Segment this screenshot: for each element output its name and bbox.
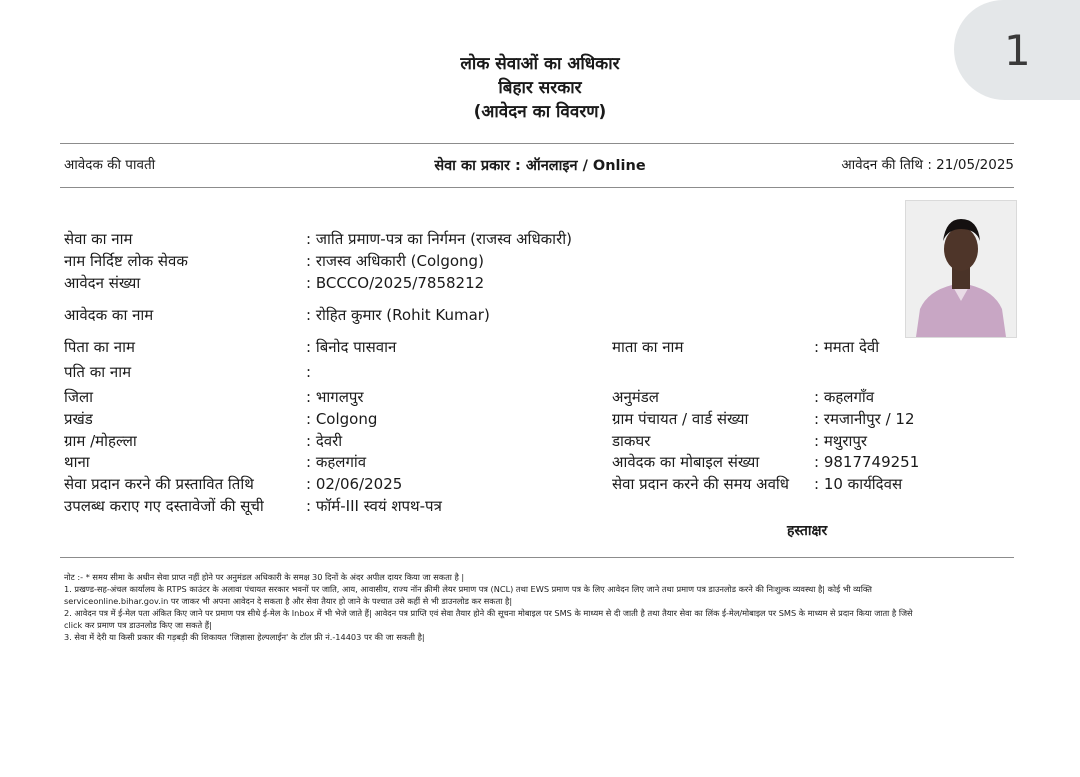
service-name-value: : जाति प्रमाण-पत्र का निर्गमन (राजस्व अधिकारी) — [306, 230, 572, 248]
service-type: सेवा का प्रकार : ऑनलाइन / Online — [434, 158, 646, 174]
note-line: 2. आवेदन पत्र में ई-मेल पता अंकित किए जाने पर प्रमाण पत्र सीधे ई-मेल के Inbox में भी भेजे जाते हैं| आवेदन पत्र प्राप्ति एवं सेवा तैयार होने की सूचना मोबाइल पर SMS के माध्यम से दी जाती है तथा तैयार सेवा का लिंक ई-मेल/मोबाइल पर SMS के माध्यम से प्रदान किया जाता है जिसे — [64, 608, 913, 618]
mother-name-value: : ममता देवी — [814, 338, 880, 356]
mobile-label: आवेदक का मोबाइल संख्या — [612, 453, 760, 471]
documents-value: : फॉर्म-III स्वयं शपथ-पत्र — [306, 497, 442, 515]
applicant-name-label: आवेदक का नाम — [64, 306, 154, 324]
panchayat-label: ग्राम पंचायत / वार्ड संख्या — [612, 410, 749, 428]
block-value: : Colgong — [306, 410, 378, 428]
applicant-photo — [905, 200, 1017, 338]
note-line: 3. सेवा में देरी या किसी प्रकार की गड़बड़ी की शिकायत 'जिज्ञासा हेल्पलाईन' के टॉल फ्री नं.-14403 पर की जा सकती है| — [64, 632, 425, 642]
subdivision-value: : कहलगाँव — [814, 388, 875, 406]
header-government: बिहार सरकार — [498, 78, 582, 98]
divider-notes — [60, 557, 1014, 558]
applicant-photo-image — [906, 201, 1016, 337]
district-value: : भागलपुर — [306, 388, 364, 406]
header-title: लोक सेवाओं का अधिकार — [460, 54, 620, 74]
proposed-date-label: सेवा प्रदान करने की प्रस्तावित तिथि — [64, 475, 254, 493]
mother-name-label: माता का नाम — [612, 338, 684, 356]
divider-top — [60, 143, 1014, 144]
subdivision-label: अनुमंडल — [612, 388, 659, 406]
father-name-value: : बिनोद पासवान — [306, 338, 397, 356]
note-line: serviceonline.bihar.gov.in पर जाकर भी अपना आवेदन दे सकता है और सेवा तैयार हो जाने के पश्चात उसे कहीं से भी डाउनलोड कर सकता है| — [64, 596, 513, 606]
page-number: 1 — [1004, 26, 1031, 75]
receipt-label: आवेदक की पावती — [64, 157, 156, 173]
husband-name-value: : — [306, 363, 312, 381]
block-label: प्रखंड — [64, 410, 93, 428]
divider-meta — [60, 187, 1014, 188]
application-number-value: : BCCCO/2025/7858212 — [306, 274, 485, 292]
header-subtitle: (आवेदन का विवरण) — [473, 102, 607, 122]
note-line: 1. प्रखण्ड-सह-अंचल कार्यालय के RTPS काउंटर के अलावा पंचायत सरकार भवनों पर जाति, आय, आवासीय, राज्य नॉन क्रीमी लेयर प्रमाण पत्र (NCL) तथा EWS प्रमाण पत्र के लिए आवेदन लिए जाने तथा प्रमाण पत्र डाउनलोड करने की निःशुल्क व्यवस्था है| कोई भी व्यक्ति — [64, 584, 872, 594]
signature-label: हस्ताक्षर — [787, 523, 828, 539]
service-period-label: सेवा प्रदान करने की समय अवधि — [612, 475, 790, 493]
post-office-value: : मथुरापुर — [814, 432, 868, 450]
service-name-label: सेवा का नाम — [64, 230, 133, 248]
applicant-name-value: : रोहित कुमार (Rohit Kumar) — [306, 306, 490, 324]
panchayat-value: : रमजानीपुर / 12 — [814, 410, 915, 428]
document-header — [0, 52, 1080, 124]
notes-section — [64, 571, 1024, 643]
village-value: : देवरी — [306, 432, 343, 450]
post-office-label: डाकघर — [612, 432, 651, 450]
officer-value: : राजस्व अधिकारी (Colgong) — [306, 252, 484, 270]
police-station-label: थाना — [64, 453, 90, 471]
father-name-label: पिता का नाम — [64, 338, 135, 356]
application-date: आवेदन की तिथि : 21/05/2025 — [841, 157, 1014, 173]
husband-name-label: पति का नाम — [64, 363, 132, 381]
officer-label: नाम निर्दिष्ट लोक सेवक — [64, 252, 188, 270]
documents-label: उपलब्ध कराए गए दस्तावेजों की सूची — [64, 497, 264, 515]
service-period-value: : 10 कार्यदिवस — [814, 475, 903, 493]
proposed-date-value: : 02/06/2025 — [306, 475, 403, 493]
application-number-label: आवेदन संख्या — [64, 274, 141, 292]
note-line: नोट :- * समय सीमा के अधीन सेवा प्राप्त नहीं होने पर अनुमंडल अधिकारी के समक्ष 30 दिनों के अंदर अपील दायर किया जा सकता है | — [64, 572, 465, 582]
district-label: जिला — [64, 388, 94, 406]
mobile-value: : 9817749251 — [814, 453, 920, 471]
note-line: click कर प्रमाण पत्र डाउनलोड किए जा सकते हैं| — [64, 620, 212, 630]
police-station-value: : कहलगांव — [306, 453, 367, 471]
village-label: ग्राम /मोहल्ला — [64, 432, 137, 450]
